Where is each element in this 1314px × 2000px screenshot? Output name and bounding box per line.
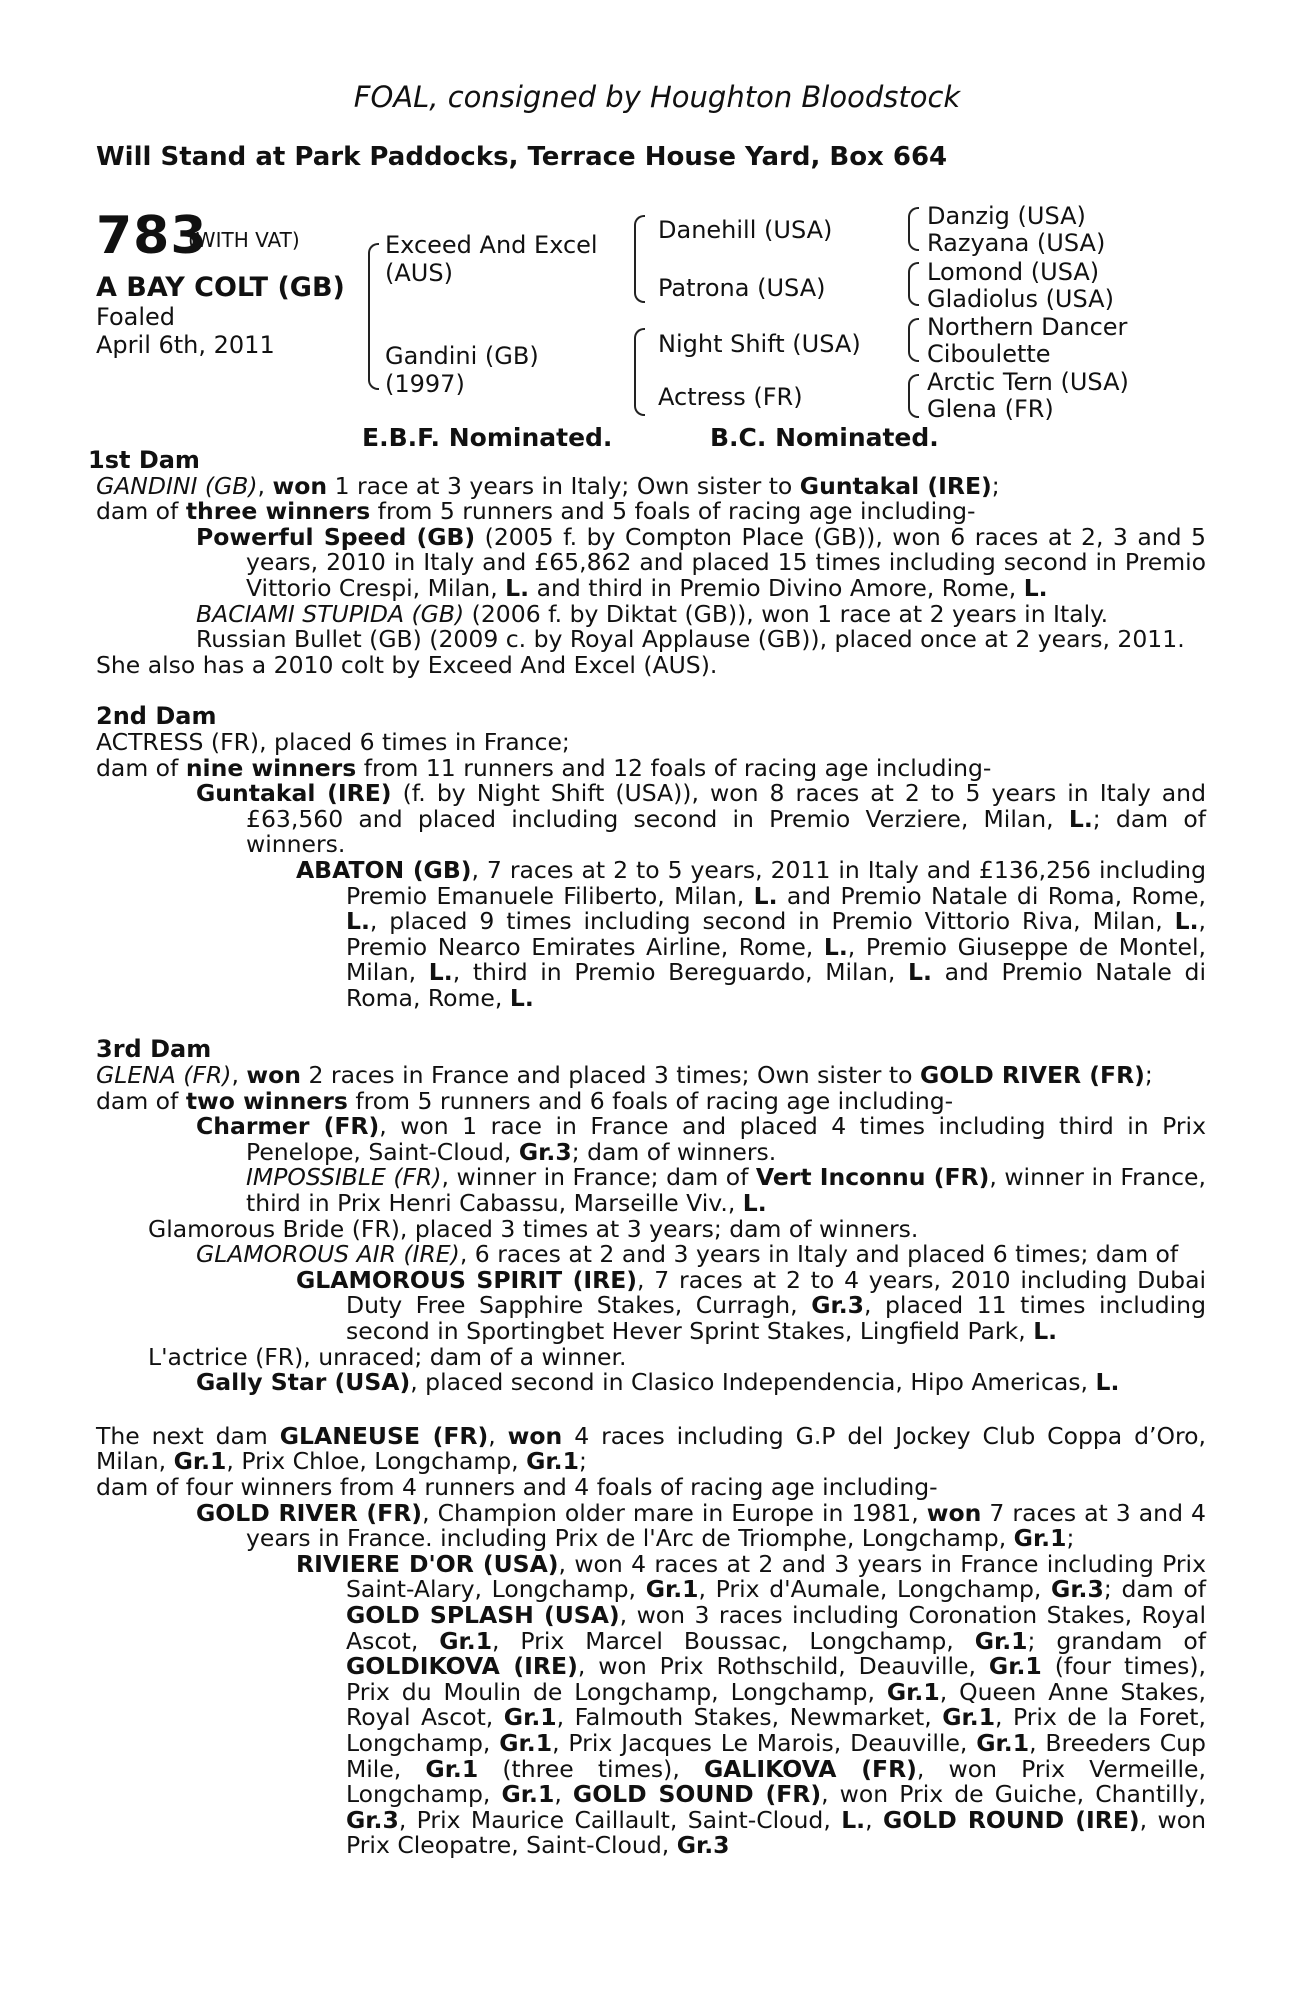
dam-year: (1997) bbox=[385, 370, 465, 398]
stand-location: Will Stand at Park Paddocks, Terrace House Yard, Box 664 bbox=[96, 142, 948, 172]
first-dam-produce: dam of three winners from 5 runners and 5 foals of racing age including- bbox=[96, 497, 976, 526]
sire-origin: (AUS) bbox=[385, 259, 453, 287]
first-dam-line: GANDINI (GB), won 1 race at 3 years in Italy; Own sister to Guntakal (IRE); bbox=[96, 471, 1000, 500]
first-dam-heading: 1st Dam bbox=[88, 446, 200, 474]
gen3-2: Razyana (USA) bbox=[927, 229, 1106, 257]
catalogue-body bbox=[88, 446, 1207, 1860]
produce-gold-river: GOLD RIVER (FR), Champion older mare in Europe in 1981, won 7 races at 3 and 4 years in France. including Prix de l'Arc de Triomphe, Longchamp, Gr.1; bbox=[196, 1498, 1206, 1553]
produce-abaton: ABATON (GB), 7 races at 2 to 5 years, 2011 in Italy and £136,256 including Premio Emanuele Filiberto, Milan, L. and Premio Natale di Roma, Rome, L., placed 9 times including second in Premio Vittorio Riva, Milan, L., Premio Nearco Emirates Airline, Rome, L., Premio Giuseppe de Montel, Milan, L., third in Premio Bereguardo, Milan, L. and Premio Natale di Roma, Rome, L. bbox=[296, 855, 1206, 1012]
lot-name: A BAY COLT (GB) bbox=[96, 272, 345, 303]
produce-baciami-stupida: BACIAMI STUPIDA (GB) (2006 f. by Diktat (GB)), won 1 race at 2 years in Italy. bbox=[196, 599, 1109, 628]
gen3-brace-2 bbox=[908, 262, 919, 306]
produce-glamorous-air: GLAMOROUS AIR (IRE), 6 races at 2 and 3 years in Italy and placed 6 times; dam of bbox=[196, 1240, 1179, 1269]
next-dam-line: The next dam GLANEUSE (FR), won 4 races including G.P del Jockey Club Coppa d’Oro, Milan, Gr.1, Prix Chloe, Longchamp, Gr.1; bbox=[96, 1421, 1207, 1476]
produce-russian-bullet: Russian Bullet (GB) (2009 c. by Royal Applause (GB)), placed once at 2 years, 2011. bbox=[196, 625, 1185, 654]
third-dam-produce: dam of two winners from 5 runners and 6 foals of racing age including- bbox=[96, 1086, 954, 1115]
second-dam-line: ACTRESS (FR), placed 6 times in France; bbox=[96, 727, 570, 756]
gen2-sire-dam: Patrona (USA) bbox=[658, 274, 826, 302]
produce-glamorous-bride: Glamorous Bride (FR), placed 3 times at 3 years; dam of winners. bbox=[148, 1214, 919, 1243]
gen3-brace-4 bbox=[908, 374, 919, 418]
second-dam-heading: 2nd Dam bbox=[96, 702, 217, 731]
produce-gally-star: Gally Star (USA), placed second in Clasico Independencia, Hipo Americas, L. bbox=[196, 1368, 1120, 1397]
produce-lactrice: L'actrice (FR), unraced; dam of a winner. bbox=[148, 1342, 627, 1371]
gen3-3: Lomond (USA) bbox=[927, 258, 1100, 286]
sire-dam-brace bbox=[368, 243, 379, 390]
dam-name: Gandini (GB) bbox=[385, 342, 539, 370]
produce-guntakal: Guntakal (IRE) (f. by Night Shift (USA)), won 8 races at 2 to 5 years in Italy and £63,560 and placed including second in Premio Verziere, Milan, L.; dam of winners. bbox=[196, 779, 1206, 859]
dam-parents-brace bbox=[634, 328, 645, 416]
foaled-label: Foaled bbox=[96, 303, 176, 331]
lot-number: 783 bbox=[96, 206, 208, 266]
gen3-1: Danzig (USA) bbox=[927, 202, 1086, 230]
gen3-5: Northern Dancer bbox=[927, 313, 1128, 341]
gen3-brace-1 bbox=[908, 207, 919, 251]
produce-glamorous-spirit: GLAMOROUS SPIRIT (IRE), 7 races at 2 to 4 years, 2010 including Dubai Duty Free Sapphire Stakes, Curragh, Gr.3, placed 11 times including second in Sportingbet Hever Sprint Stakes, Lingfield Park, L. bbox=[296, 1265, 1206, 1345]
gen3-4: Gladiolus (USA) bbox=[927, 285, 1114, 313]
ebf-nominated: E.B.F. Nominated. bbox=[362, 423, 613, 452]
foaled-date: April 6th, 2011 bbox=[96, 331, 275, 359]
gen3-7: Arctic Tern (USA) bbox=[927, 368, 1129, 396]
next-dam-produce: dam of four winners from 4 runners and 4 foals of racing age including- bbox=[96, 1472, 938, 1501]
sire-name: Exceed And Excel bbox=[385, 231, 598, 259]
gen2-dam-sire: Night Shift (USA) bbox=[658, 330, 861, 358]
produce-powerful-speed: Powerful Speed (GB) (2005 f. by Compton Place (GB)), won 6 races at 2, 3 and 5 years, 2010 in Italy and £65,862 and placed 15 times including second in Premio Vittorio Crespi, Milan, L. and third in Premio Divino Amore, Rome, L. bbox=[196, 522, 1206, 602]
produce-impossible: IMPOSSIBLE (FR), winner in France; dam of Vert Inconnu (FR), winner in France, third in Prix Henri Cabassu, Marseille Viv., L. bbox=[246, 1163, 1206, 1218]
gen3-6: Ciboulette bbox=[927, 340, 1051, 368]
produce-riviere-dor: RIVIERE D'OR (USA), won 4 races at 2 and 3 years in France including Prix Saint-Alary, Longchamp, Gr.1, Prix d'Aumale, Longchamp, Gr.3; dam of GOLD SPLASH (USA), won 3 races including Coronation Stakes, Royal Ascot, Gr.1, Prix Marcel Boussac, Longchamp, Gr.1; grandam of GOLDIKOVA (IRE), won Prix Rothschild, Deauville, Gr.1 (four times), Prix du Moulin de Longchamp, Longchamp, Gr.1, Queen Anne Stakes, Royal Ascot, Gr.1, Falmouth Stakes, Newmarket, Gr.1, Prix de la Foret, Longchamp, Gr.1, Prix Jacques Le Marois, Deauville, Gr.1, Breeders Cup Mile, Gr.1 (three times), GALIKOVA (FR), won Prix Vermeille, Longchamp, Gr.1, GOLD SOUND (FR), won Prix de Guiche, Chantilly, Gr.3, Prix Maurice Caillault, Saint-Cloud, L., GOLD ROUND (IRE), won Prix Cleopatre, Saint-Cloud, Gr.3 bbox=[296, 1549, 1207, 1860]
bc-nominated: B.C. Nominated. bbox=[710, 423, 939, 452]
page-title: FOAL, consigned by Houghton Bloodstock bbox=[353, 80, 961, 114]
produce-charmer: Charmer (FR), won 1 race in France and placed 4 times including third in Prix Penelope, Saint-Cloud, Gr.3; dam of winners. bbox=[196, 1112, 1206, 1166]
first-dam-also: She also has a 2010 colt by Exceed And Excel (AUS). bbox=[96, 650, 718, 679]
gen3-brace-3 bbox=[908, 318, 919, 362]
sire-parents-brace bbox=[634, 215, 645, 303]
third-dam-heading: 3rd Dam bbox=[96, 1035, 212, 1064]
vat-label: (WITH VAT) bbox=[188, 228, 300, 252]
gen3-8: Glena (FR) bbox=[927, 395, 1054, 423]
second-dam-produce: dam of nine winners from 11 runners and 12 foals of racing age including- bbox=[96, 753, 992, 782]
gen2-dam-dam: Actress (FR) bbox=[658, 383, 803, 411]
third-dam-line: GLENA (FR), won 2 races in France and placed 3 times; Own sister to GOLD RIVER (FR); bbox=[96, 1061, 1153, 1090]
gen2-sire-sire: Danehill (USA) bbox=[658, 216, 833, 244]
